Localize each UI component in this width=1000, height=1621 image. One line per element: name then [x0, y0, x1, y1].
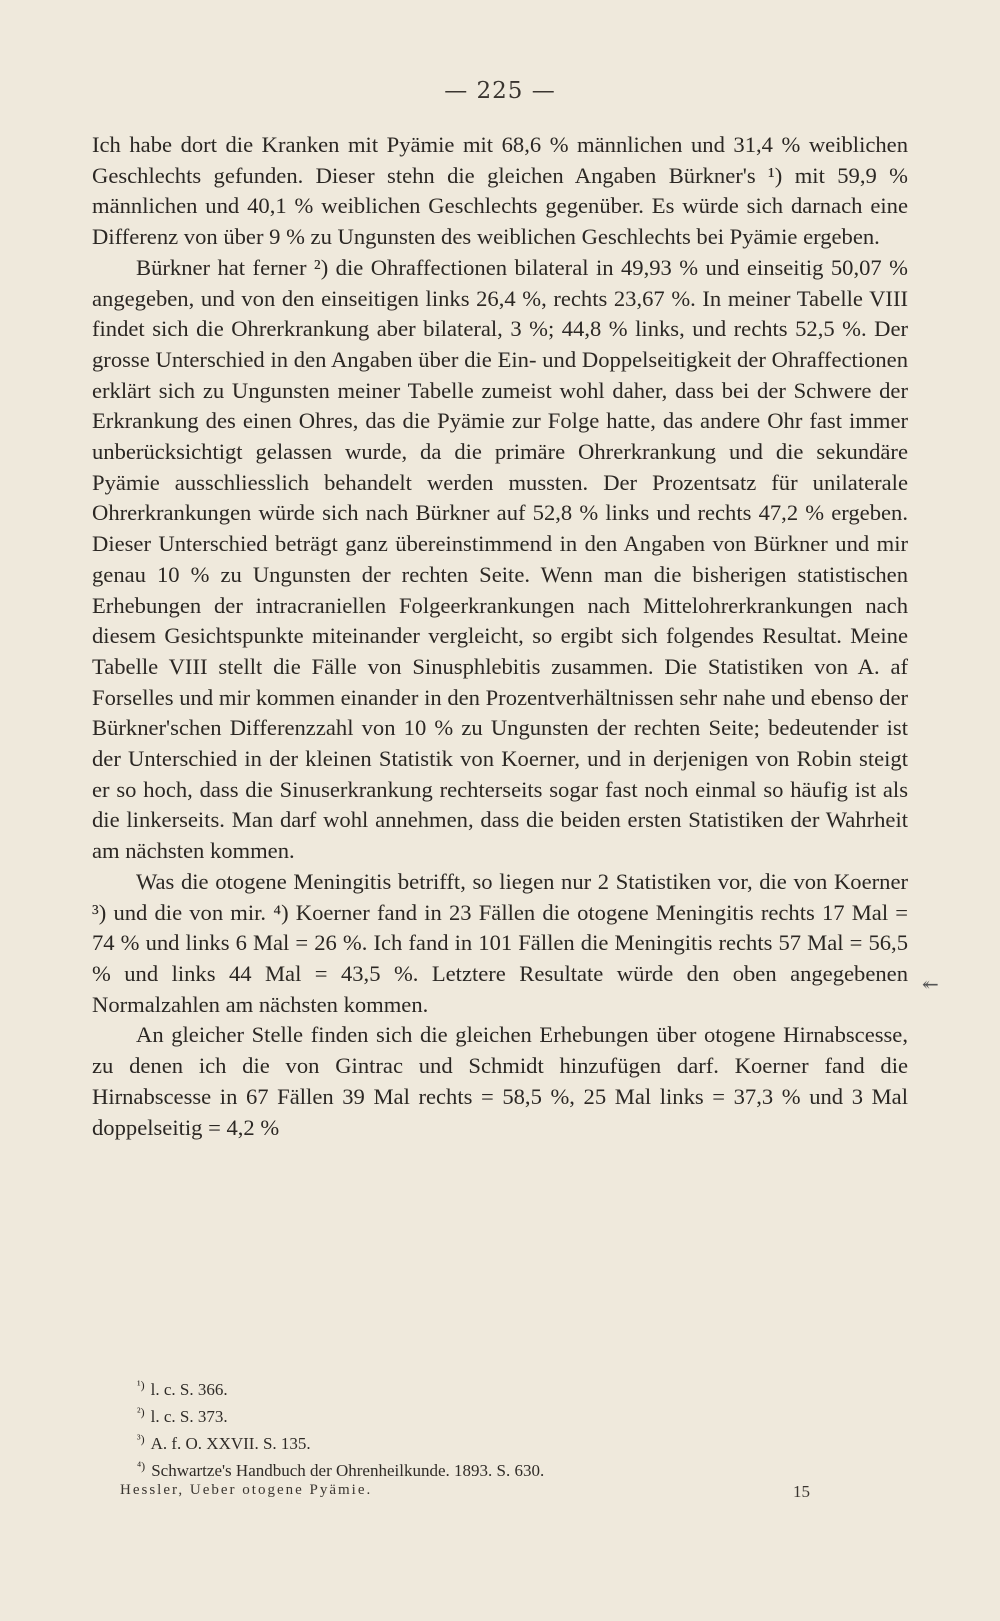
paragraph-4: An gleicher Stelle finden sich die gleichen Erhebungen über otogene Hirnabscesse, zu denen ich die von Gintrac und Schmidt hinzufügen darf. Koerner fand die Hirnabscesse in 67 Fällen 39 Mal rechts = 58,5 %, 25 Mal links = 37,3 % und 3 Mal doppelseitig = 4,2 % — [92, 1022, 908, 1140]
footnote-mark: ¹) — [137, 1378, 145, 1392]
footnote-text: l. c. S. 366. — [150, 1380, 228, 1399]
footnote-mark: ²) — [137, 1405, 145, 1419]
footnote-1 — [137, 1376, 837, 1403]
paragraph-2: Bürkner hat ferner ²) die Ohraffectionen bilateral in 49,93 % und einseitig 50,07 % angegeben, und von den einseitigen links 26,4 %, rechts 23,67 %. In meiner Tabelle VIII findet sich die Ohrerkrankung aber bilateral, 3 %; 44,8 % links, und rechts 52,5 %. Der grosse Unterschied in den Angaben über die Ein- und Doppelseitigkeit der Ohraffectionen erklärt sich zu Ungunsten meiner Tabelle zumeist wohl daher, dass bei der Schwere der Erkrankung des einen Ohres, das die Pyämie zur Folge hatte, das andere Ohr fast immer unberücksichtigt gelassen wurde, da die primäre Ohrerkrankung und die sekundäre Pyämie ausschliesslich behandelt werden mussten. Der Prozentsatz für unilaterale Ohrerkrankungen würde sich nach Bürkner auf 52,8 % links und rechts 47,2 % ergeben. Dieser Unterschied beträgt ganz übereinstimmend in den Angaben von Bürkner und mir genau 10 % zu Ungunsten der rechten Seite. Wenn man die bisherigen statistischen Erhebungen der intracraniellen Folgeerkrankungen nach Mittelohrerkrankungen nach diesem Gesichtspunkte miteinander vergleicht, so ergibt sich folgendes Resultat. Meine Tabelle VIII stellt die Fälle von Sinusphlebitis zusammen. Die Statistiken von A. af Forselles und mir kommen einander in den Prozentverhältnissen sehr nahe und ebenso der Bürkner'schen Differenzzahl von 10 % zu Ungunsten der rechten Seite; bedeutender ist der Unterschied in der kleinen Statistik von Koerner, und in derjenigen von Robin steigt er so hoch, dass die Sinuserkrankung rechterseits sogar fast noch einmal so häufig ist als die linkerseits. Man darf wohl annehmen, dass die beiden ersten Statistiken der Wahrheit am nächsten kommen. — [92, 254, 908, 864]
margin-mark: ↞ — [922, 972, 939, 996]
footnote-text: A. f. O. XXVII. S. 135. — [150, 1434, 311, 1453]
signature-number: 15 — [793, 1482, 810, 1501]
paragraph-1: Ich habe dort die Kranken mit Pyämie mit 68,6 % männlichen und 31,4 % weiblichen Geschlechts gefunden. Dieser stehn die gleichen Angaben Bürkner's ¹) mit 59,9 % männlichen und 40,1 % weiblichen Geschlechts gegenüber. Es würde sich darnach eine Differenz von über 9 % zu Ungunsten des weiblichen Geschlechts bei Pyämie ergeben. — [92, 132, 908, 250]
footnote-text: l. c. S. 373. — [150, 1407, 228, 1426]
signature-text: Hessler, Ueber otogene Pyämie. — [120, 1482, 373, 1498]
page-number: — 225 — — [444, 78, 556, 104]
footnote-2 — [137, 1403, 837, 1430]
footnotes — [137, 1376, 837, 1484]
footnote-3 — [137, 1430, 837, 1457]
signature-line — [120, 1482, 810, 1502]
footnote-mark: ³) — [137, 1432, 145, 1446]
main-text — [92, 130, 908, 1143]
footnote-4 — [137, 1457, 837, 1484]
paragraph-3: Was die otogene Meningitis betrifft, so liegen nur 2 Statistiken vor, die von Koerner ³) und die von mir. ⁴) Koerner fand in 23 Fällen die otogene Meningitis rechts 17 Mal = 74 % und links 6 Mal = 26 %. Ich fand in 101 Fällen die Meningitis rechts 57 Mal = 56,5 % und links 44 Mal = 43,5 %. Letztere Resultate würde den oben angegebenen Normalzahlen am nächsten kommen. — [92, 868, 908, 1017]
footnote-text: Schwartze's Handbuch der Ohrenheilkunde. 1893. S. 630. — [151, 1461, 545, 1480]
footnote-mark: ⁴) — [137, 1459, 146, 1473]
